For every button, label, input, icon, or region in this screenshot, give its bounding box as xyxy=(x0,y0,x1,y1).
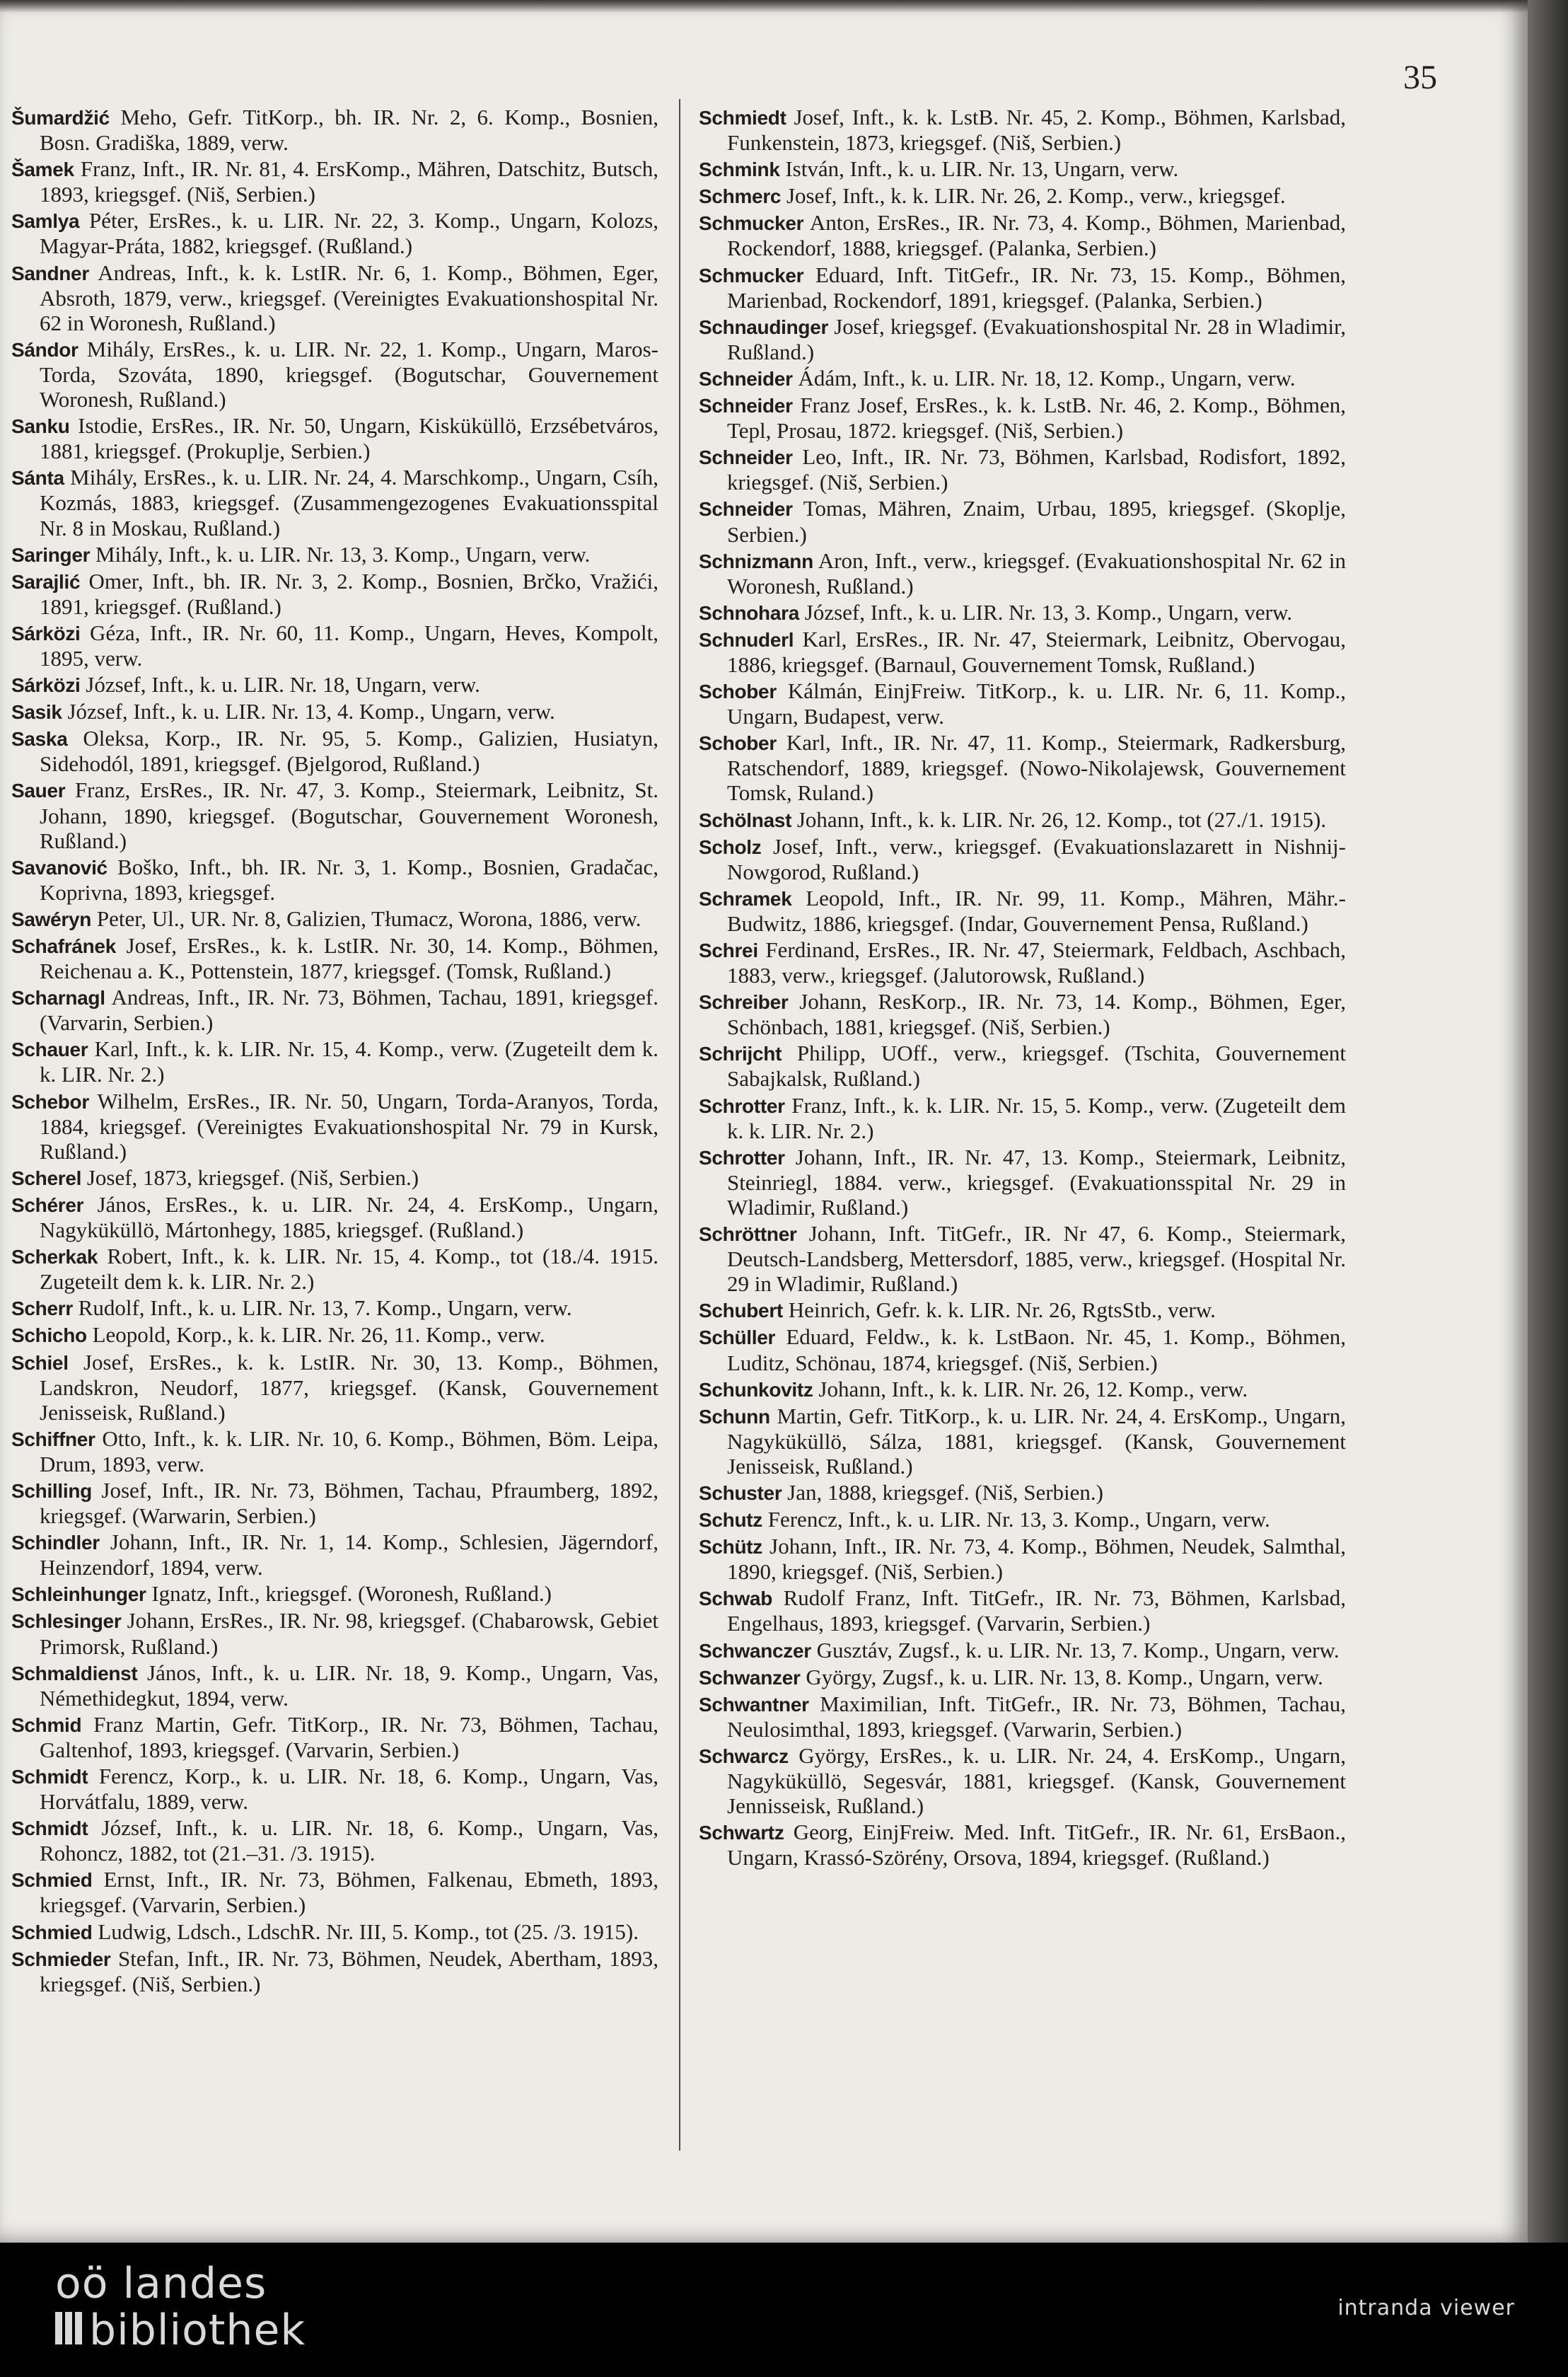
entry-details: Kálmán, EinjFreiw. TitKorp., k. u. LIR. Nr. 6, 11. Komp., Ungarn, Budapest, verw. xyxy=(727,678,1346,729)
register-entry xyxy=(11,1529,658,1580)
entry-surname: Schmink xyxy=(699,158,780,181)
register-entry xyxy=(699,730,1346,805)
entry-details: Ernst, Inft., IR. Nr. 73, Böhmen, Falkenau, Ebmeth, 1893, kriegsgef. (Varvarin, Serbien.) xyxy=(40,1867,658,1918)
entry-surname: Schreiber xyxy=(699,991,789,1014)
entry-details: János, Inft., k. u. LIR. Nr. 18, 9. Komp., Ungarn, Vas, Némethidegkut, 1894, verw. xyxy=(40,1660,658,1711)
register-entry xyxy=(699,1820,1346,1870)
entry-details: Josef, Inft., k. k. LstB. Nr. 45, 2. Komp., Böhmen, Karlsbad, Funkenstein, 1873, kriegsgef. (Niš, Serbien.) xyxy=(727,105,1346,156)
entry-surname: Schölnast xyxy=(699,809,792,831)
entry-surname: Scherkak xyxy=(11,1246,98,1268)
entry-surname: Schuster xyxy=(699,1481,782,1504)
register-entry xyxy=(699,678,1346,729)
entry-details: Ferdinand, ErsRes., IR. Nr. 47, Steiermark, Feldbach, Aschbach, 1883, verw., kriegsgef. (Jalutorowsk, Rußland.) xyxy=(727,937,1346,988)
entry-surname: Schunkovitz xyxy=(699,1378,813,1401)
entry-details: Franz, Inft., k. k. LIR. Nr. 15, 5. Komp., verw. (Zugeteilt dem k. k. LIR. Nr. 2.) xyxy=(727,1092,1346,1143)
register-entry xyxy=(699,1534,1346,1584)
entry-details: Leopold, Korp., k. k. LIR. Nr. 26, 11. Komp., verw. xyxy=(86,1322,545,1348)
entry-surname: Schmiedt xyxy=(699,107,786,129)
entry-surname: Schmied xyxy=(11,1869,93,1892)
entry-details: Andreas, Inft., IR. Nr. 73, Böhmen, Tachau, 1891, kriegsgef. (Varvarin, Serbien.) xyxy=(40,985,658,1036)
entry-surname: Schwab xyxy=(699,1587,773,1610)
entry-surname: Schramek xyxy=(699,887,792,910)
entry-details: Josef, ErsRes., k. k. LstIR. Nr. 30, 14. Komp., Böhmen, Reichenau a. K., Pottenstein, 1877, kriegsgef. (Tomsk, Rußland.) xyxy=(40,933,658,984)
register-entry xyxy=(699,937,1346,988)
entry-surname: Sárközi xyxy=(11,674,81,697)
entry-surname: Schnizmann xyxy=(699,550,813,572)
register-entry xyxy=(699,1638,1346,1663)
entry-details: Jan, 1888, kriegsgef. (Niš, Serbien.) xyxy=(782,1479,1103,1505)
logo-bars-icon xyxy=(55,2307,85,2354)
logo-line-1: oö landes xyxy=(55,2259,267,2308)
register-entry xyxy=(699,496,1346,546)
register-entry xyxy=(699,886,1346,936)
entry-details: Géza, Inft., IR. Nr. 60, 11. Komp., Ungarn, Heves, Kompolt, 1895, verw. xyxy=(40,620,658,671)
register-entry xyxy=(699,1145,1346,1220)
entry-details: Gusztáv, Zugsf., k. u. LIR. Nr. 13, 7. Komp., Ungarn, verw. xyxy=(811,1637,1340,1662)
page-edge xyxy=(1528,0,1568,2243)
entry-details: Ignatz, Inft., kriegsgef. (Woronesh, Rußland.) xyxy=(146,1581,552,1607)
entry-surname: Sanku xyxy=(11,415,70,438)
register-entry xyxy=(699,1297,1346,1323)
register-entry xyxy=(699,1221,1346,1296)
entry-surname: Schmied xyxy=(11,1921,93,1943)
entry-details: György, ErsRes., k. u. LIR. Nr. 24, 4. ErsKomp., Ungarn, Nagyküküllö, Segesvár, 1881, kriegsgef. (Kansk, Gouvernement Jennisseisk, Rußland.) xyxy=(727,1742,1346,1819)
entry-details: Mihály, Inft., k. u. LIR. Nr. 13, 3. Komp., Ungarn, verw. xyxy=(90,541,591,567)
register-entry xyxy=(11,1295,658,1321)
entry-surname: Schwanzer xyxy=(699,1666,801,1689)
register-entry xyxy=(11,1815,658,1866)
entry-details: Mihály, ErsRes., k. u. LIR. Nr. 22, 1. Komp., Ungarn, Maros-Torda, Szováta, 1890, kriegsgef. (Bogutschar, Gouvernement Woronesh, Rußland.) xyxy=(40,336,658,412)
register-entry xyxy=(699,1093,1346,1143)
register-entry xyxy=(11,699,658,724)
entry-details: Eduard, Inft. TitGefr., IR. Nr. 73, 15. Komp., Böhmen, Marienbad, Rockendorf, 1891, kriegsgef. (Palanka, Serbien.) xyxy=(727,262,1346,313)
entry-surname: Schneider xyxy=(699,446,793,469)
logo-line-2: bibliothek xyxy=(89,2306,306,2355)
register-entry xyxy=(699,262,1346,313)
entry-details: Ádám, Inft., k. u. LIR. Nr. 18, 12. Komp., Ungarn, verw. xyxy=(792,365,1296,391)
entry-details: Josef, Inft., k. k. LIR. Nr. 26, 2. Komp., verw., kriegsgef. xyxy=(781,183,1286,209)
library-logo[interactable] xyxy=(55,2260,306,2354)
register-entry xyxy=(699,1743,1346,1818)
entry-details: Philipp, UOff., verw., kriegsgef. (Tschita, Gouvernement Sabajkalsk, Rußland.) xyxy=(727,1041,1346,1092)
register-entry xyxy=(699,366,1346,391)
entry-details: Meho, Gefr. TitKorp., bh. IR. Nr. 2, 6. Komp., Bosnien, Bosn. Gradiška, 1889, verw. xyxy=(40,105,658,156)
entry-surname: Sandner xyxy=(11,262,89,284)
entry-details: József, Inft., k. u. LIR. Nr. 18, Ungarn, verw. xyxy=(80,672,480,698)
entry-surname: Schüller xyxy=(699,1326,776,1349)
register-entry xyxy=(11,855,658,905)
entry-details: Otto, Inft., k. k. LIR. Nr. 10, 6. Komp., Böhmen, Böm. Leipa, Drum, 1893, verw. xyxy=(40,1425,658,1476)
register-entry xyxy=(11,1581,658,1607)
entry-surname: Schwanczer xyxy=(699,1639,811,1662)
entry-details: Boško, Inft., bh. IR. Nr. 3, 1. Komp., Bosnien, Gradačac, Koprivna, 1893, kriegsgef. xyxy=(40,854,658,905)
entry-details: Josef, kriegsgef. (Evakuationshospital Nr. 28 in Wladimir, Rußland.) xyxy=(727,313,1346,364)
register-entry xyxy=(11,906,658,932)
entry-surname: Šumardžić xyxy=(11,107,110,129)
entry-surname: Schröttner xyxy=(699,1223,797,1246)
register-entry xyxy=(11,1946,658,1996)
entry-surname: Schrijcht xyxy=(699,1043,782,1065)
entry-surname: Schütz xyxy=(699,1536,762,1558)
register-entry xyxy=(699,834,1346,884)
entry-details: Oleksa, Korp., IR. Nr. 95, 5. Komp., Galizien, Husiatyn, Sidehodól, 1891, kriegsgef. (Bjelgorod, Rußland.) xyxy=(40,726,658,777)
register-entry xyxy=(699,1377,1346,1402)
register-entry xyxy=(699,183,1346,209)
entry-surname: Schnuderl xyxy=(699,628,794,651)
entry-details: Robert, Inft., k. k. LIR. Nr. 15, 4. Komp., tot (18./4. 1915. Zugeteilt dem k. k. LIR. Nr. 2.) xyxy=(40,1244,658,1295)
entry-details: Johann, Inft. TitGefr., IR. Nr 47, 6. Komp., Steiermark, Deutsch-Landsberg, Mettersdorf, 1885, verw., kriegsgef. (Hospital Nr. 29 in Wladimir, Rußland.) xyxy=(727,1221,1346,1297)
entry-details: Johann, Inft., k. k. LIR. Nr. 26, 12. Komp., verw. xyxy=(813,1376,1248,1401)
entry-details: István, Inft., k. u. LIR. Nr. 13, Ungarn, verw. xyxy=(779,156,1179,182)
register-entry xyxy=(699,1507,1346,1532)
entry-surname: Schrotter xyxy=(699,1146,785,1169)
entry-surname: Schérer xyxy=(11,1193,84,1216)
entry-surname: Schleinhunger xyxy=(11,1583,146,1606)
entry-surname: Schmucker xyxy=(699,212,804,235)
entry-surname: Schneider xyxy=(699,367,793,390)
register-entry xyxy=(699,1041,1346,1091)
entry-surname: Schwantner xyxy=(699,1693,809,1716)
entry-surname: Schnohara xyxy=(699,601,800,624)
register-entry xyxy=(699,807,1346,833)
register-entry xyxy=(699,989,1346,1039)
entry-surname: Schneider xyxy=(699,395,793,417)
register-entry xyxy=(11,260,658,335)
entry-details: Péter, ErsRes., k. u. LIR. Nr. 22, 3. Komp., Ungarn, Kolozs, Magyar-Práta, 1882, kriegsgef. (Rußland.) xyxy=(40,208,658,259)
column-divider xyxy=(679,99,680,2151)
register-entry xyxy=(11,1036,658,1087)
register-entry xyxy=(11,985,658,1035)
entry-surname: Schafránek xyxy=(11,935,116,957)
register-entry xyxy=(11,1244,658,1294)
register-entry xyxy=(11,1919,658,1945)
entry-surname: Schebor xyxy=(11,1090,89,1113)
register-entry xyxy=(11,672,658,698)
entry-details: Johann, Inft., k. k. LIR. Nr. 26, 12. Komp., tot (27./1. 1915). xyxy=(791,806,1327,832)
entry-details: Karl, Inft., k. k. LIR. Nr. 15, 4. Komp., verw. (Zugeteilt dem k. k. LIR. Nr. 2.) xyxy=(40,1036,658,1087)
entry-surname: Sawéryn xyxy=(11,908,92,930)
entry-details: József, Inft., k. u. LIR. Nr. 13, 3. Komp., Ungarn, verw. xyxy=(799,599,1293,625)
register-entry xyxy=(11,1192,658,1242)
entry-details: Ferencz, Korp., k. u. LIR. Nr. 18, 6. Komp., Ungarn, Vas, Horvátfalu, 1889, verw. xyxy=(40,1764,658,1815)
entry-details: Josef, Inft., IR. Nr. 73, Böhmen, Tachau, Pfraumberg, 1892, kriegsgef. (Warwarin, Serbien.) xyxy=(40,1477,658,1529)
register-entry xyxy=(11,1608,658,1658)
entry-surname: Schrei xyxy=(699,939,758,961)
entry-details: Omer, Inft., bh. IR. Nr. 3, 2. Komp., Bosnien, Brčko, Vražići, 1891, kriegsgef. (Rußland.) xyxy=(40,568,658,619)
register-entry xyxy=(11,208,658,258)
entry-details: Rudolf, Inft., k. u. LIR. Nr. 13, 7. Komp., Ungarn, verw. xyxy=(72,1295,572,1321)
entry-details: Aron, Inft., verw., kriegsgef. (Evakuationshospital Nr. 62 in Woronesh, Rußland.) xyxy=(727,548,1346,598)
entry-details: Franz, Inft., IR. Nr. 81, 4. ErsKomp., Mähren, Datschitz, Butsch, 1893, kriegsgef. (Niš, Serbien.) xyxy=(40,156,658,207)
entry-details: Stefan, Inft., IR. Nr. 73, Böhmen, Neudek, Abertham, 1893, kriegsgef. (Niš, Serbien.) xyxy=(40,1945,658,1996)
entry-details: Istodie, ErsRes., IR. Nr. 50, Ungarn, Kisküküllö, Erzsébetváros, 1881, kriegsgef. (Prokuplje, Serbien.) xyxy=(40,413,658,464)
entry-details: György, Zugsf., k. u. LIR. Nr. 13, 8. Komp., Ungarn, verw. xyxy=(800,1664,1323,1689)
register-entry xyxy=(11,337,658,412)
entry-surname: Schiel xyxy=(11,1351,69,1374)
entry-details: Maximilian, Inft. TitGefr., IR. Nr. 73, Böhmen, Tachau, Neulosimthal, 1893, kriegsgef. (Varwarin, Serbien.) xyxy=(727,1691,1346,1742)
entry-details: Josef, ErsRes., k. k. LstIR. Nr. 30, 13. Komp., Böhmen, Landskron, Neudorf, 1877, kriegsgef. (Kansk, Gouvernement Jenisseisk, Rußland.) xyxy=(40,1349,658,1425)
entry-details: Ferencz, Inft., k. u. LIR. Nr. 13, 3. Komp., Ungarn, verw. xyxy=(762,1507,1270,1532)
entry-details: Mihály, ErsRes., k. u. LIR. Nr. 24, 4. Marschkomp., Ungarn, Csíh, Kozmás, 1883, kriegsgef. (Zusammengezogenes Evakuationsspital Nr. 8 in Moskau, Rußland.) xyxy=(40,465,658,540)
entry-surname: Saringer xyxy=(11,543,91,566)
entry-details: Andreas, Inft., k. k. LstIR. Nr. 6, 1. Komp., Böhmen, Eger, Absroth, 1879, verw., kriegsgef. (Vereinigtes Evakuationshospital Nr. 62 in Woronesh, Rußland.) xyxy=(40,260,658,335)
register-entry xyxy=(11,777,658,852)
entry-surname: Schiffner xyxy=(11,1428,95,1450)
entry-details: Leo, Inft., IR. Nr. 73, Böhmen, Karlsbad, Rodisfort, 1892, kriegsgef. (Niš, Serbien.) xyxy=(727,444,1346,495)
register-entry xyxy=(11,1322,658,1348)
entry-details: Franz Martin, Gefr. TitKorp., IR. Nr. 73, Böhmen, Tachau, Galtenhof, 1893, kriegsgef. (Varvarin, Serbien.) xyxy=(40,1711,658,1762)
entry-surname: Schlesinger xyxy=(11,1610,122,1633)
entry-surname: Schmidt xyxy=(11,1817,88,1840)
entry-surname: Schmidt xyxy=(11,1766,88,1788)
entry-surname: Schrotter xyxy=(699,1094,785,1117)
entry-surname: Schmucker xyxy=(699,264,804,287)
register-entry xyxy=(11,156,658,207)
entry-surname: Schmerc xyxy=(699,185,782,208)
register-entry xyxy=(699,210,1346,260)
entry-surname: Schunn xyxy=(699,1405,770,1428)
entry-details: Heinrich, Gefr. k. k. LIR. Nr. 26, RgtsStb., verw. xyxy=(782,1297,1216,1323)
register-entry xyxy=(699,1480,1346,1505)
entry-surname: Schindler xyxy=(11,1532,100,1554)
register-entry xyxy=(699,105,1346,155)
entry-details: Josef, Inft., verw., kriegsgef. (Evakuationslazarett in Nishnij-Nowgorod, Rußland.) xyxy=(727,833,1346,884)
entry-surname: Scharnagl xyxy=(11,987,105,1010)
register-entry xyxy=(11,413,658,463)
entry-surname: Samlya xyxy=(11,210,80,233)
entry-surname: Sauer xyxy=(11,780,66,802)
page-top-shadow xyxy=(0,0,1528,13)
entry-surname: Savanović xyxy=(11,856,108,879)
entry-surname: Šamek xyxy=(11,158,74,181)
entry-details: Eduard, Feldw., k. k. LstBaon. Nr. 45, 1. Komp., Böhmen, Luditz, Schönau, 1874, kriegsgef. (Niš, Serbien.) xyxy=(727,1324,1346,1375)
entry-surname: Scherr xyxy=(11,1297,73,1320)
register-entry xyxy=(699,1324,1346,1375)
register-entry xyxy=(699,444,1346,495)
entry-surname: Scherel xyxy=(11,1167,82,1189)
entry-surname: Schneider xyxy=(699,498,793,521)
entry-surname: Schober xyxy=(699,732,777,755)
register-entry xyxy=(11,542,658,567)
entry-details: Leopold, Inft., IR. Nr. 99, 11. Komp., Mähren, Mähr.-Budwitz, 1886, kriegsgef. (Indar, Gouvernement Pensa, Rußland.) xyxy=(727,885,1346,936)
entry-details: János, ErsRes., k. u. LIR. Nr. 24, 4. ErsKomp., Ungarn, Nagyküküllö, Mártonhegy, 1885, kriegsgef. (Rußland.) xyxy=(40,1191,658,1243)
register-entry xyxy=(699,1585,1346,1636)
entry-details: Johann, ResKorp., IR. Nr. 73, 14. Komp., Böhmen, Eger, Schönbach, 1881, kriegsgef. (Niš, Serbien.) xyxy=(727,989,1346,1040)
register-entry xyxy=(699,156,1346,182)
register-entry xyxy=(699,600,1346,625)
right-column xyxy=(699,105,1346,1871)
entry-details: Josef, 1873, kriegsgef. (Niš, Serbien.) xyxy=(81,1164,419,1190)
left-column xyxy=(11,105,658,1998)
register-entry xyxy=(11,105,658,155)
entry-surname: Schmid xyxy=(11,1713,82,1736)
register-entry xyxy=(11,1165,658,1191)
register-entry xyxy=(699,1404,1346,1479)
entry-surname: Schmieder xyxy=(11,1948,111,1970)
entry-surname: Saska xyxy=(11,728,68,751)
entry-details: Rudolf Franz, Inft. TitGefr., IR. Nr. 73, Böhmen, Karlsbad, Engelhaus, 1893, kriegsgef. (Varvarin, Serbien.) xyxy=(727,1585,1346,1636)
entry-surname: Schauer xyxy=(11,1039,88,1061)
page-number: 35 xyxy=(1403,59,1437,96)
register-entry xyxy=(11,1478,658,1528)
register-entry xyxy=(11,620,658,671)
entry-details: Karl, Inft., IR. Nr. 47, 11. Komp., Steiermark, Radkersburg, Ratschendorf, 1889, kriegsgef. (Nowo-Nikolajewsk, Gouvernement Tomsk, Ruland.) xyxy=(727,730,1346,806)
entry-details: Karl, ErsRes., IR. Nr. 47, Steiermark, Leibnitz, Obervogau, 1886, kriegsgef. (Barnaul, Gouvernement Tomsk, Rußland.) xyxy=(727,626,1346,677)
entry-surname: Schwarcz xyxy=(699,1745,789,1767)
entry-details: Franz, ErsRes., IR. Nr. 47, 3. Komp., Steiermark, Leibnitz, St. Johann, 1890, kriegsgef. (Bogutschar, Gouvernement Woronesh, Rußland.) xyxy=(40,777,658,853)
entry-details: Johann, Inft., IR. Nr. 73, 4. Komp., Böhmen, Neudek, Salmthal, 1890, kriegsgef. (Niš, Serbien.) xyxy=(727,1534,1346,1585)
entry-details: Johann, Inft., IR. Nr. 1, 14. Komp., Schlesien, Jägerndorf, Heinzendorf, 1894, verw. xyxy=(40,1529,658,1580)
register-entry xyxy=(11,569,658,619)
register-entry xyxy=(11,1089,658,1164)
entry-surname: Sárközi xyxy=(11,622,81,644)
register-entry xyxy=(11,1764,658,1814)
register-entry xyxy=(11,1426,658,1476)
register-entry xyxy=(11,1660,658,1711)
entry-surname: Scholz xyxy=(699,835,762,858)
entry-details: Johann, Inft., IR. Nr. 47, 13. Komp., Steiermark, Leibnitz, Steinriegl, 1884. verw., kriegsgef. (Evakuationsspital Nr. 29 in Wladimir, Rußland.) xyxy=(727,1144,1346,1220)
entry-details: Peter, Ul., UR. Nr. 8, Galizien, Tłumacz, Worona, 1886, verw. xyxy=(91,906,641,931)
register-entry xyxy=(699,1665,1346,1690)
register-entry xyxy=(699,627,1346,677)
register-entry xyxy=(11,1867,658,1917)
viewer-label: intranda viewer xyxy=(1337,2296,1515,2320)
entry-surname: Sarajlić xyxy=(11,570,81,593)
entry-details: Tomas, Mähren, Znaim, Urbau, 1895, kriegsgef. (Skoplje, Serbien.) xyxy=(727,496,1346,547)
entry-details: Johann, ErsRes., IR. Nr. 98, kriegsgef. (Chabarowsk, Gebiet Primorsk, Rußland.) xyxy=(40,1608,658,1659)
register-entry xyxy=(699,548,1346,598)
entry-surname: Schnaudinger xyxy=(699,316,829,338)
register-entry xyxy=(11,1712,658,1762)
entry-details: Franz Josef, ErsRes., k. k. LstB. Nr. 46, 2. Komp., Böhmen, Tepl, Prosau, 1872. kriegsgef. (Niš, Serbien.) xyxy=(727,393,1346,444)
entry-surname: Schilling xyxy=(11,1479,92,1502)
register-entry xyxy=(11,933,658,983)
register-entry xyxy=(699,314,1346,364)
register-entry xyxy=(11,726,658,776)
entry-details: Martin, Gefr. TitKorp., k. u. LIR. Nr. 24, 4. ErsKomp., Ungarn, Nagyküküllö, Sálza, 1881, kriegsgef. (Kansk, Gouvernement Jenisseisk, Rußland.) xyxy=(727,1403,1346,1479)
entry-surname: Schutz xyxy=(699,1509,762,1532)
entry-details: Wilhelm, ErsRes., IR. Nr. 50, Ungarn, Torda-Aranyos, Torda, 1884, kriegsgef. (Vereinigtes Evakuationshospital Nr. 79 in Kursk, Rußland.) xyxy=(40,1088,658,1164)
entry-surname: Schmaldienst xyxy=(11,1662,138,1684)
entry-surname: Sánta xyxy=(11,467,64,490)
entry-surname: Schicho xyxy=(11,1324,87,1347)
entry-details: József, Inft., k. u. LIR. Nr. 13, 4. Komp., Ungarn, verw. xyxy=(62,699,555,724)
entry-details: Ludwig, Ldsch., LdschR. Nr. III, 5. Komp., tot (25. /3. 1915). xyxy=(92,1919,639,1944)
entry-surname: Schwartz xyxy=(699,1822,784,1844)
entry-surname: Sándor xyxy=(11,338,79,361)
register-entry xyxy=(699,393,1346,443)
entry-surname: Schober xyxy=(699,681,777,703)
register-entry xyxy=(11,465,658,540)
register-entry xyxy=(699,1691,1346,1742)
entry-surname: Schubert xyxy=(699,1300,783,1322)
entry-surname: Sasik xyxy=(11,701,62,724)
entry-details: Georg, EinjFreiw. Med. Inft. TitGefr., IR. Nr. 61, ErsBaon., Ungarn, Krassó-Szörény, Orsova, 1894, kriegsgef. (Rußland.) xyxy=(727,1820,1346,1870)
register-entry xyxy=(11,1350,658,1425)
entry-details: Anton, ErsRes., IR. Nr. 73, 4. Komp., Böhmen, Marienbad, Rockendorf, 1888, kriegsgef. (Palanka, Serbien.) xyxy=(727,210,1346,261)
entry-details: József, Inft., k. u. LIR. Nr. 18, 6. Komp., Ungarn, Vas, Rohoncz, 1882, tot (21.–31. /3. 1915). xyxy=(40,1815,658,1866)
